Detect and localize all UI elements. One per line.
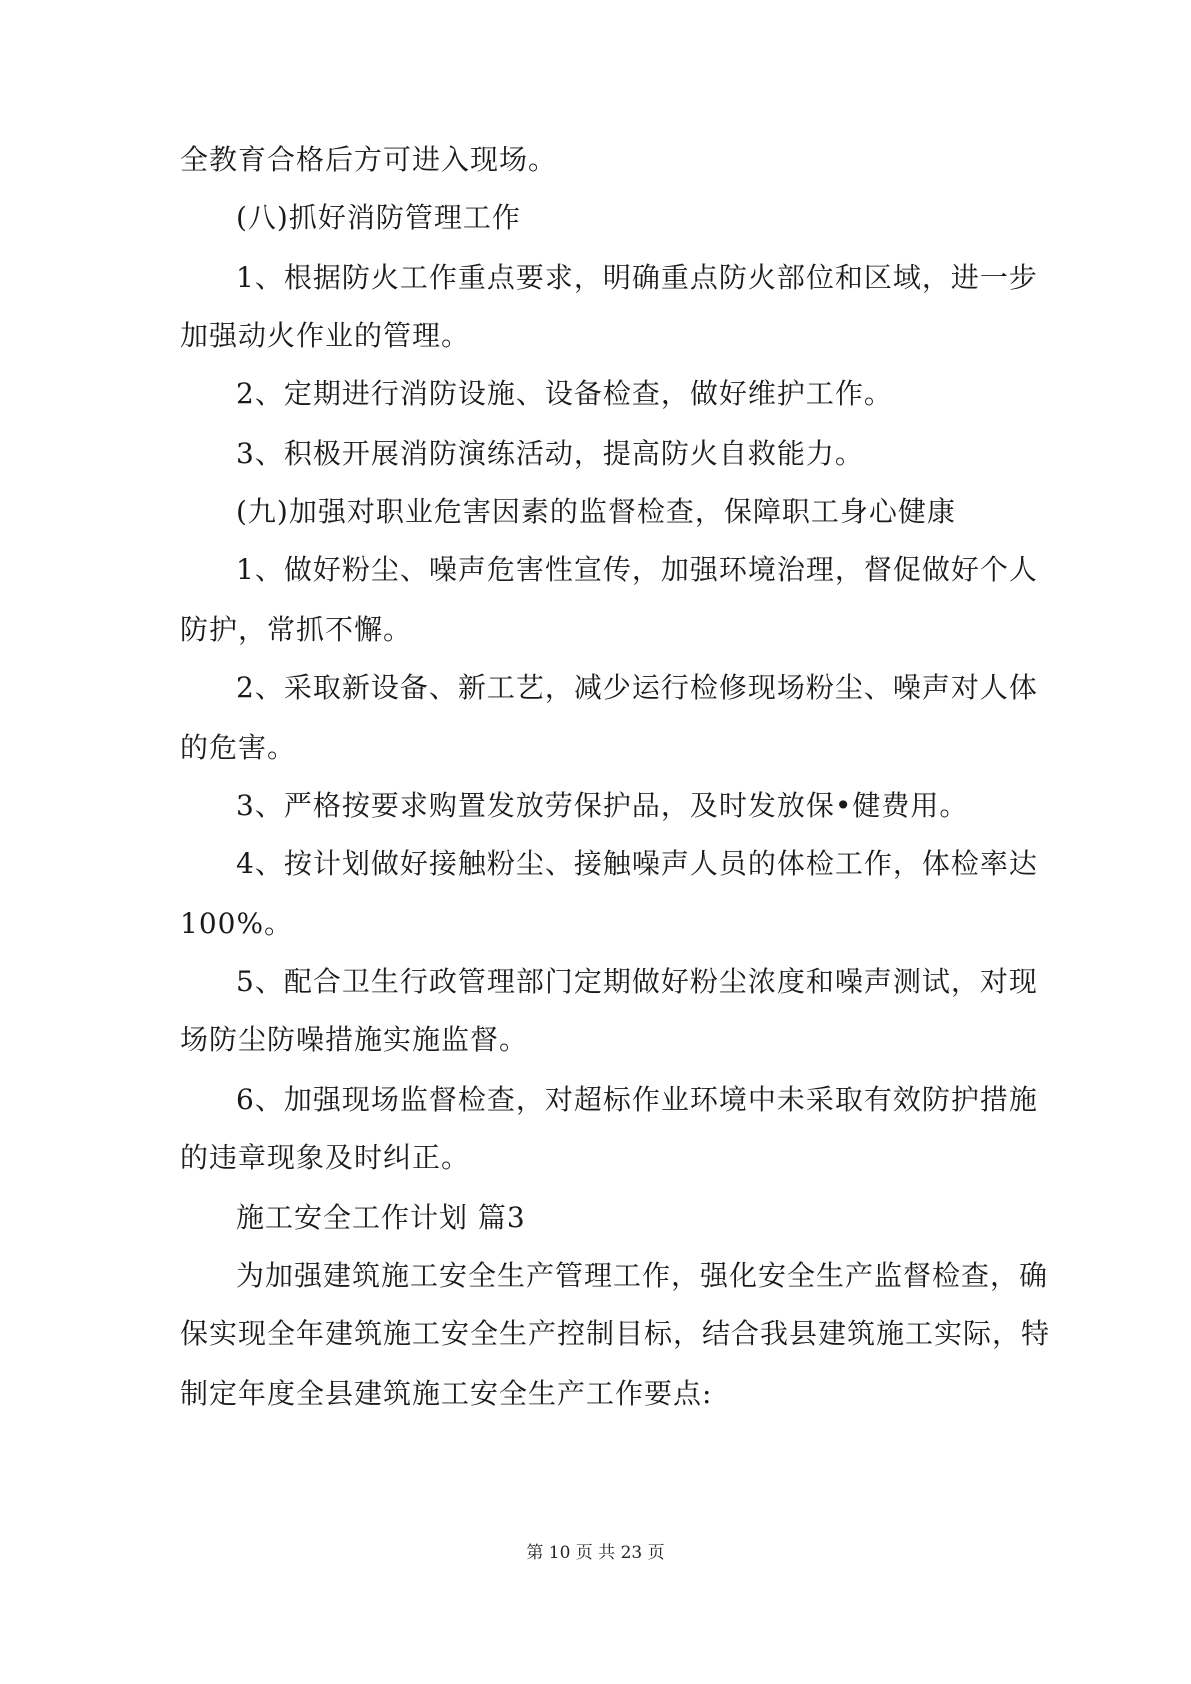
text-line: 的违章现象及时纠正。 [180,1141,471,1174]
text-line: 的危害。 [180,731,297,764]
text-line: 为加强建筑施工安全生产管理工作，强化安全生产监督检查，确 [236,1259,1049,1292]
text-line: 1、根据防火工作重点要求，明确重点防火部位和区域，进一步 [236,261,1038,294]
page-number-footer: 第 10 页 共 23 页 [526,1543,665,1563]
text-line: 3、积极开展消防演练活动，提高防火自救能力。 [236,437,864,470]
text-line: 5、配合卫生行政管理部门定期做好粉尘浓度和噪声测试，对现 [236,965,1038,998]
text-line: 3、严格按要求购置发放劳保护品，及时发放保•健费用。 [236,789,969,822]
text-line: 4、按计划做好接触粉尘、接触噪声人员的体检工作，体检率达 [236,847,1038,880]
text-line: 防护，常抓不懈。 [180,613,413,646]
text-line: 6、加强现场监督检查，对超标作业环境中未采取有效防护措施 [236,1083,1038,1116]
section-title: 施工安全工作计划 篇3 [236,1201,526,1234]
text-line: 100%。 [180,907,294,940]
text-line: 场防尘防噪措施实施监督。 [180,1023,529,1056]
text-line: 2、采取新设备、新工艺，减少运行检修现场粉尘、噪声对人体 [236,671,1038,704]
section-heading: (八)抓好消防管理工作 [236,201,521,234]
text-line: 1、做好粉尘、噪声危害性宣传，加强环境治理，督促做好个人 [236,553,1038,586]
text-line: 全教育合格后方可进入现场。 [180,143,558,176]
section-heading: (九)加强对职业危害因素的监督检查，保障职工身心健康 [236,495,956,528]
text-line: 加强动火作业的管理。 [180,319,471,352]
text-line: 制定年度全县建筑施工安全生产工作要点: [180,1377,713,1410]
text-line: 保实现全年建筑施工安全生产控制目标，结合我县建筑施工实际，特 [180,1317,1051,1350]
text-line: 2、定期进行消防设施、设备检查，做好维护工作。 [236,377,893,410]
